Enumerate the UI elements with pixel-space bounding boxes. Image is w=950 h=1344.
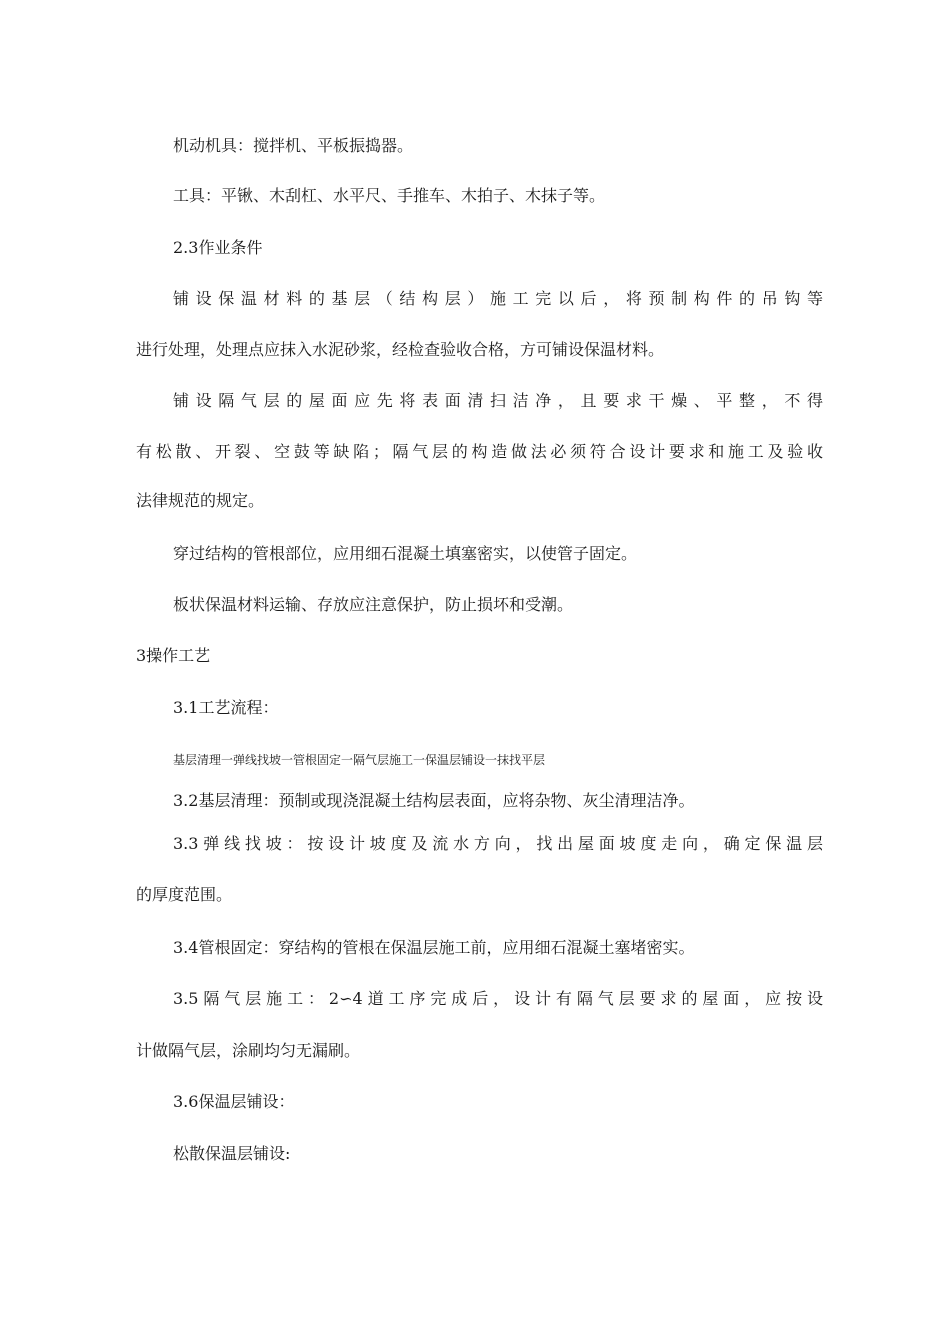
section-heading-3: 3操作工艺 [136, 646, 211, 665]
section-heading-3-1: 3.1工艺流程： [173, 698, 279, 717]
text-line-3-5-1: 3.5隔气层施工：2∽4道工序完成后，设计有隔气层要求的屋面，应按设 [173, 989, 823, 1008]
section-heading-2-3: 2.3作业条件 [173, 238, 263, 257]
text-line-base-layer-2: 进行处理，处理点应抹入水泥砂浆，经检查验收合格，方可铺设保温材料。 [136, 340, 665, 359]
text-line-3-2: 3.2基层清理：预制或现浇混凝土结构层表面，应将杂物、灰尘清理洁净。 [173, 791, 695, 810]
text-line-vapor-barrier-3: 法律规范的规定。 [136, 491, 265, 510]
text-line-3-3-2: 的厚度范围。 [136, 885, 233, 904]
text-line-board-transport: 板状保温材料运输、存放应注意保护，防止损坏和受潮。 [173, 595, 574, 614]
text-line-machinery: 机动机具：搅拌机、平板振捣器。 [173, 136, 414, 155]
text-line-vapor-barrier-2: 有松散、开裂、空鼓等缺陷；隔气层的构造做法必须符合设计要求和施工及验收 [136, 442, 823, 461]
text-line-3-3-1: 3.3弹线找坡：按设计坡度及流水方向，找出屋面坡度走向，确定保温层 [173, 834, 823, 853]
text-line-vapor-barrier-1: 铺设隔气层的屋面应先将表面清扫洁净，且要求干燥、平整，不得 [173, 391, 823, 410]
text-line-loose-insulation: 松散保温层铺设: [173, 1144, 291, 1163]
text-line-3-5-2: 计做隔气层，涂刷均匀无漏刷。 [136, 1041, 361, 1060]
text-line-pipe-root: 穿过结构的管根部位，应用细石混凝土填塞密实，以使管子固定。 [173, 544, 638, 563]
text-line-tools: 工具：平锹、木刮杠、水平尺、手推车、木拍子、木抹子等。 [173, 186, 606, 205]
section-heading-3-6: 3.6保温层铺设： [173, 1092, 295, 1111]
text-line-base-layer-1: 铺设保温材料的基层（结构层）施工完以后，将预制构件的吊钩等 [173, 289, 823, 308]
text-line-3-4: 3.4管根固定：穿结构的管根在保温层施工前，应用细石混凝土塞堵密实。 [173, 938, 695, 957]
process-flow-line: 基层清理一弹线找坡一管根固定一隔气层施工一保温层铺设一抹找平层 [173, 753, 546, 767]
